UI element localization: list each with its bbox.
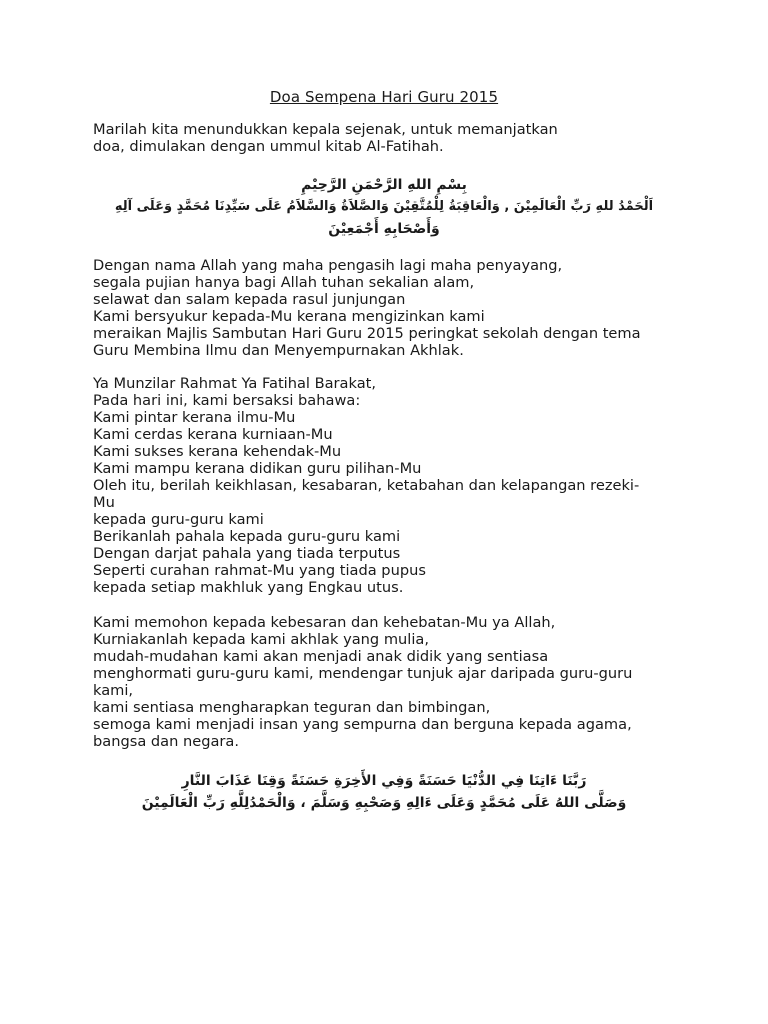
paragraph-line: Pada hari ini, kami bersaksi bahawa: [93,392,361,409]
paragraph-line: Kami mampu kerana didikan guru pilihan-Mu [93,460,422,477]
arabic-line: وَأَصْحَابِهِ أَجْمَعِيْنَ [328,221,440,237]
paragraph-line: bangsa dan negara. [93,733,240,750]
paragraph-line: Kami memohon kepada kebesaran dan kehebatan-Mu ya Allah, [93,614,556,631]
arabic-line: اَلْحَمْدُ للهِ رَبِّ الْعَالَمِيْنَ , وَالْعَاقِبَةُ لِلْمُتَّقِيْنَ وَالصَّلاَةُ وَالسَّلاَمُ عَلَى سَيِّدِنَا مُحَمَّدٍ وَعَلَى آلِهِ [114,199,654,214]
document-title: Doa Sempena Hari Guru 2015 [269,88,499,106]
arabic-line: بِسْمِ اللهِ الرَّحْمَنِ الرَّحِيْمِ [301,177,467,193]
arabic-line: وَصَلَّى اللهُ عَلَى مُحَمَّدٍ وَعَلَى ءَالِهِ وَصَحْبِهِ وَسَلَّمَ ، وَالْحَمْدُلِلَّهِ رَبِّ الْعَالَمِيْنَ [141,795,627,811]
paragraph-2 [93,375,693,596]
intro-line: Marilah kita menundukkan kepala sejenak, untuk memanjatkan [93,121,558,138]
paragraph-line: Ya Munzilar Rahmat Ya Fatihal Barakat, [93,375,377,392]
paragraph-1 [93,257,693,359]
paragraph-line: Berikanlah pahala kepada guru-guru kami [93,528,401,545]
paragraph-line: kami sentiasa mengharapkan teguran dan bimbingan, [93,699,491,716]
paragraph-line: Seperti curahan rahmat-Mu yang tiada pupus [93,562,426,579]
paragraph-line: meraikan Majlis Sambutan Hari Guru 2015 peringkat sekolah dengan tema [93,325,641,342]
paragraph-line: kepada setiap makhluk yang Engkau utus. [93,579,404,596]
paragraph-line: Kami bersyukur kepada-Mu kerana mengizinkan kami [93,308,485,325]
paragraph-line: selawat dan salam kepada rasul junjungan [93,291,406,308]
paragraph-line: mudah-mudahan kami akan menjadi anak didik yang sentiasa [93,648,549,665]
intro-paragraph [93,121,693,155]
paragraph-line: segala pujian hanya bagi Allah tuhan sekalian alam, [93,274,475,291]
paragraph-line: Kami pintar kerana ilmu-Mu [93,409,296,426]
arabic-closing-prayer [0,770,768,814]
intro-line: doa, dimulakan dengan ummul kitab Al-Fatihah. [93,138,444,155]
paragraph-line: Kami cerdas kerana kurniaan-Mu [93,426,333,443]
paragraph-line: kami, [93,682,134,699]
arabic-line: رَبَّنَا ءَاتِنَا فِي الدُّنْيَا حَسَنَةً وَفِي الأَخِرَةِ حَسَنَةً وَقِنَا عَذَابَ النَّارِ [181,773,587,789]
paragraph-line: Dengan darjat pahala yang tiada terputus [93,545,401,562]
paragraph-line: Mu [93,494,115,511]
paragraph-line: Kami sukses kerana kehendak-Mu [93,443,342,460]
paragraph-line: semoga kami menjadi insan yang sempurna dan berguna kepada agama, [93,716,632,733]
paragraph-line: Guru Membina Ilmu dan Menyempurnakan Akhlak. [93,342,464,359]
arabic-opening-prayer [0,174,768,240]
paragraph-line: Dengan nama Allah yang maha pengasih lagi maha penyayang, [93,257,563,274]
paragraph-line: Kurniakanlah kepada kami akhlak yang mulia, [93,631,429,648]
paragraph-line: menghormati guru-guru kami, mendengar tunjuk ajar daripada guru-guru [93,665,633,682]
paragraph-line: kepada guru-guru kami [93,511,264,528]
paragraph-line: Oleh itu, berilah keikhlasan, kesabaran, ketabahan dan kelapangan rezeki- [93,477,640,494]
paragraph-3 [93,614,693,750]
